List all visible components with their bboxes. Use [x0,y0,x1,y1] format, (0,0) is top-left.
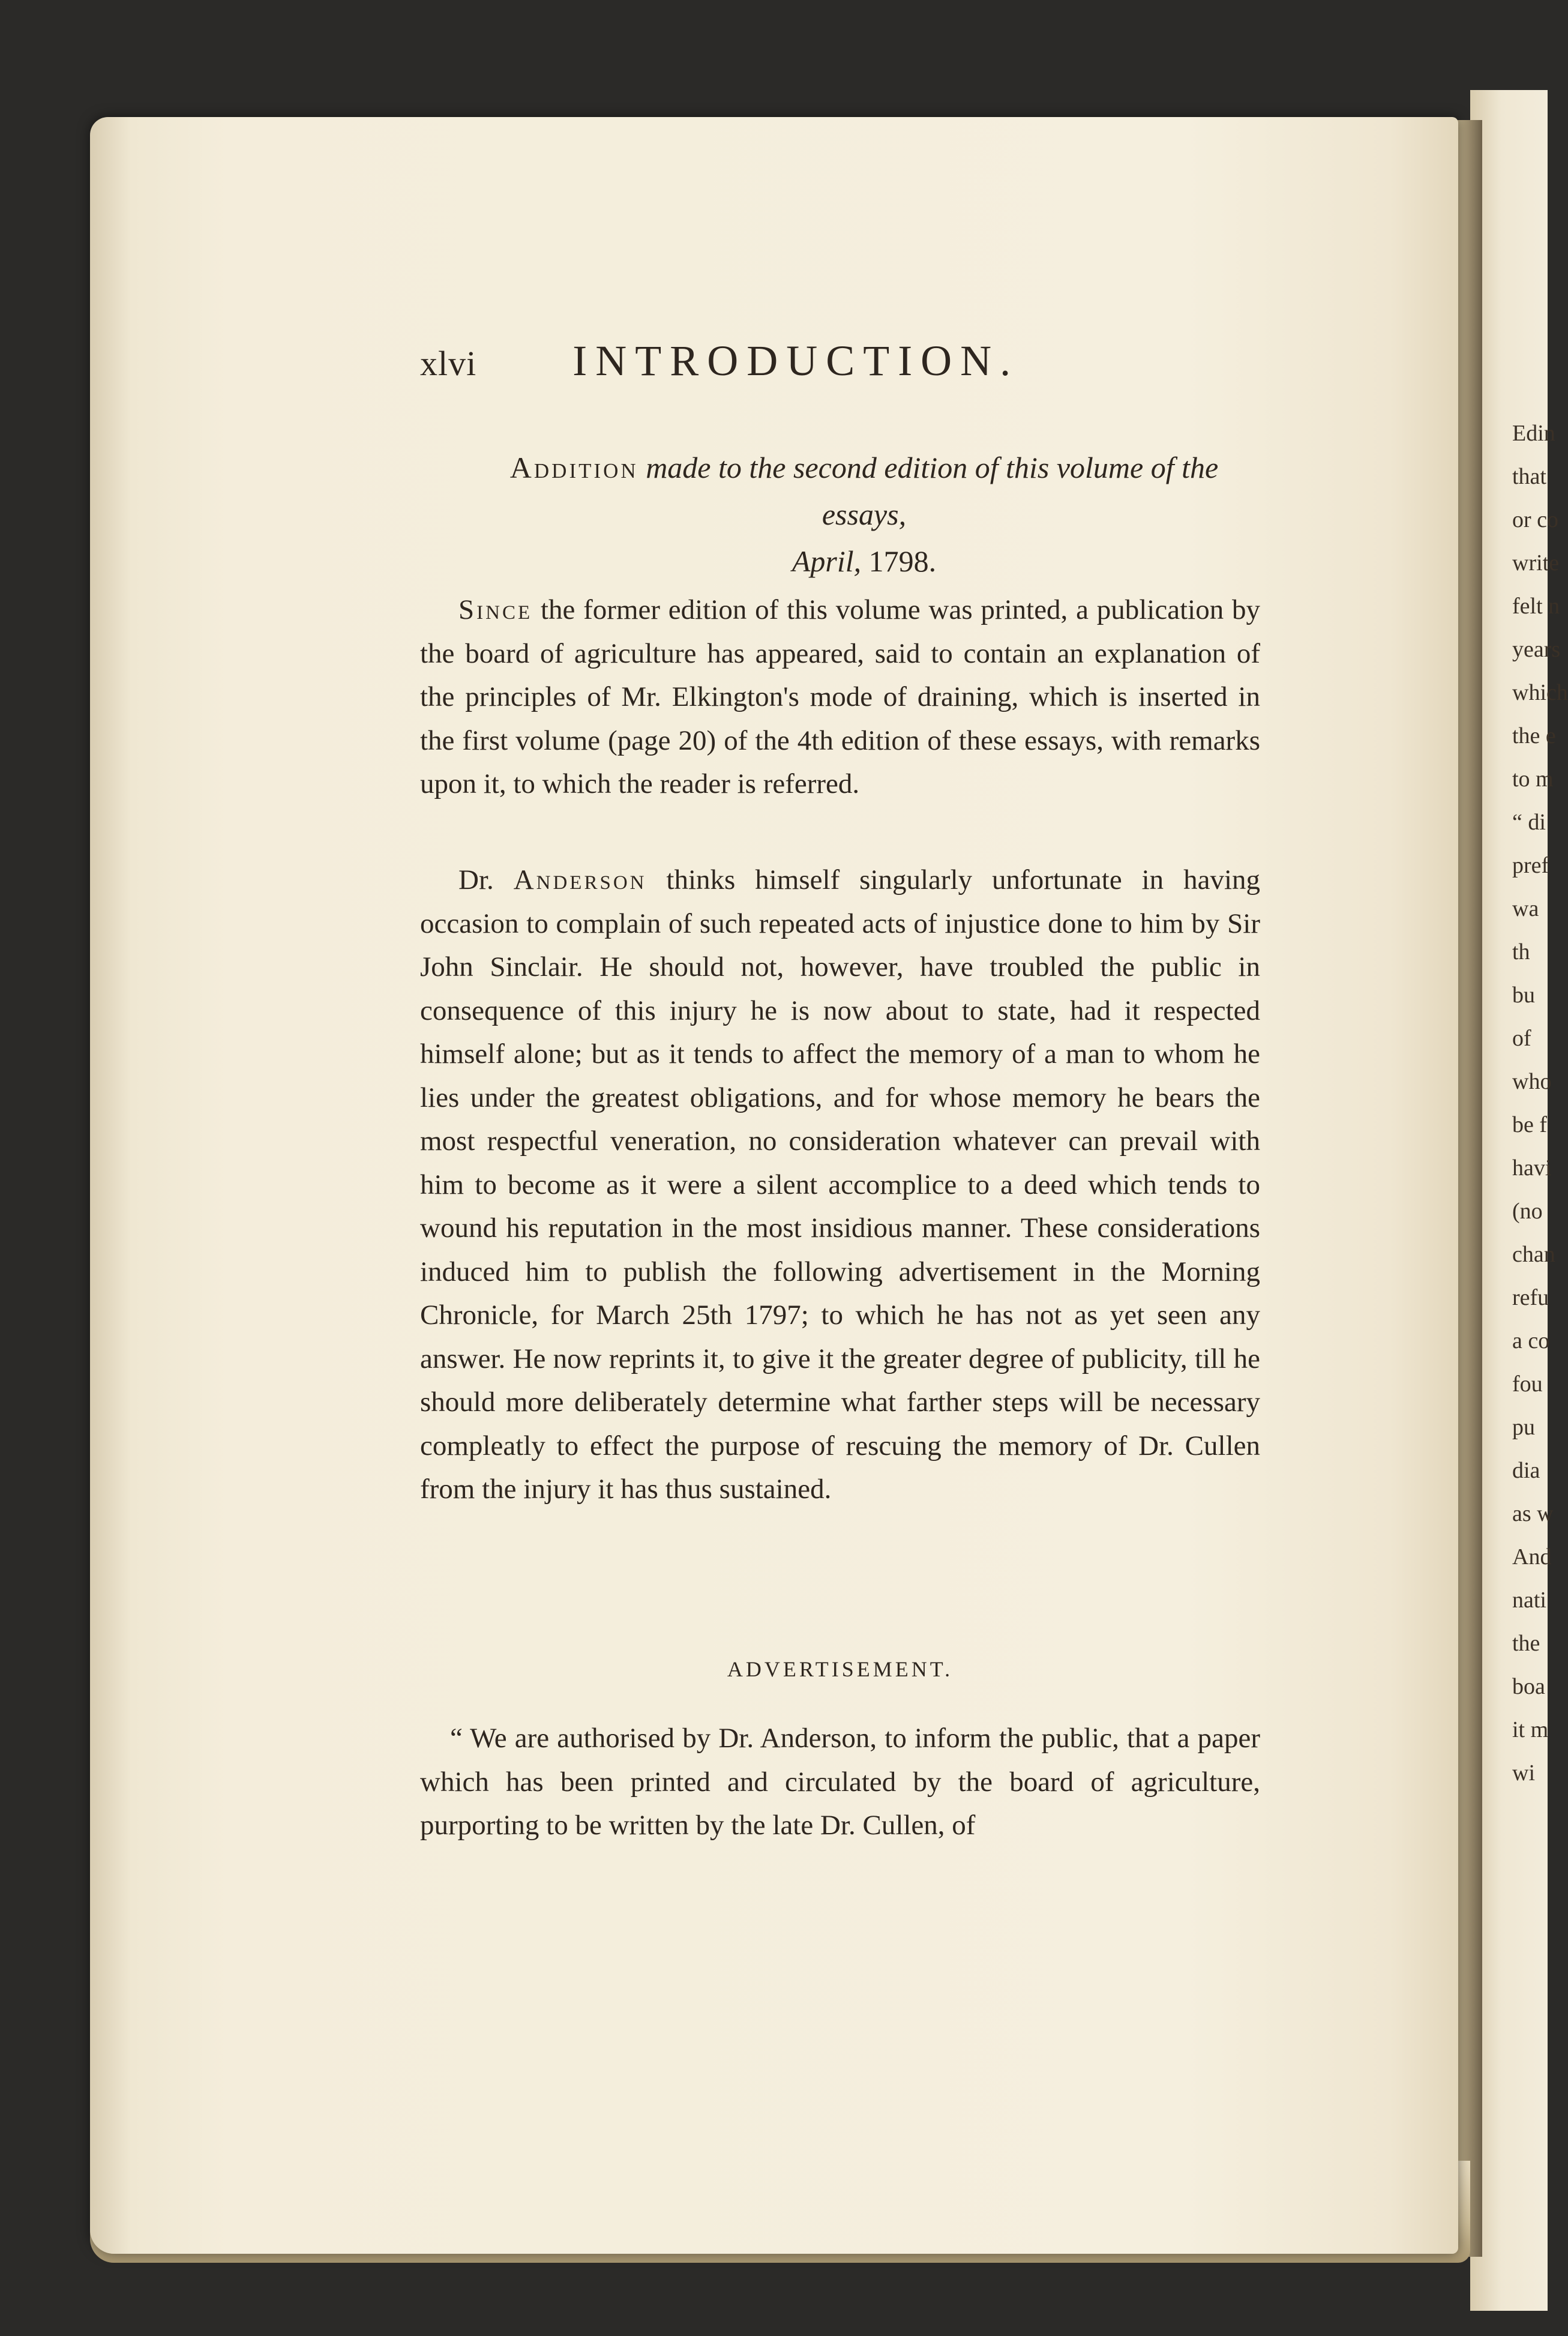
facing-page-line: refu [1512,1285,1549,1310]
facing-page-line: bu [1512,983,1535,1008]
facing-page-line: boa [1512,1674,1545,1699]
facing-page-line: fou [1512,1371,1543,1397]
facing-page-line: as w [1512,1501,1554,1526]
facing-page-line: (no [1512,1199,1543,1224]
facing-page-line: which [1512,680,1568,705]
paragraph-2-lead: Anderson [513,864,647,896]
facing-page-line: pref [1512,853,1549,878]
paragraph-2-lead-pre: Dr. [458,864,494,896]
facing-page-line: havi [1512,1155,1552,1181]
page-number: xlvi [420,344,477,383]
facing-page-line: or co [1512,507,1559,532]
facing-page-line: wi [1512,1760,1535,1786]
facing-page-line: the [1512,1631,1540,1656]
facing-page-line: to m [1512,766,1554,792]
facing-page-line: wa [1512,896,1539,921]
paragraph-2 [420,858,1260,1511]
facing-page-line: be f [1512,1112,1548,1137]
advertisement-heading: ADVERTISEMENT. [727,1657,954,1681]
advertisement-text: “ We are authorised by Dr. Anderson, to inform the public, that a paper which has been printed and circulated by the board of agriculture, purporting to be written by the late Dr. Cullen, of [420,1723,1260,1841]
facing-page-line: felt n [1512,594,1560,619]
facing-page-line: th [1512,939,1530,965]
facing-page-line: dia [1512,1458,1540,1483]
facing-page-line: chan [1512,1242,1555,1267]
paragraph-2-text: thinks himself singularly unfortunate in having occasion to complain of such repeated acts of injustice done to him by Sir John Sinclair. He should not, however, have troubled the public in consequence of this injury he is now about to state, had it respected himself alone; but as it tends to affect the memory of a man to whom he lies under the greatest obligations, and for whose memory he bears the most respectful veneration, no consideration whatever can prevail with him to become as it were a silent accomplice to a deed which tends to wound his reputation in the most insidious manner. These considerations induced him to publish the following advertisement in the Morning Chronicle, for March 25th 1797; to which he has not as yet seen any answer. He now reprints it, to give it the greater degree of publicity, till he should more deliberately determine what farther steps will be necessary compleatly to effect the purpose of rescuing the memory of Dr. Cullen from the injury it has thus sustained. [420,864,1261,1505]
paragraph-1-lead: Since [458,594,533,625]
facing-page-line: And [1512,1544,1552,1570]
facing-page-line: pu [1512,1415,1535,1440]
addition-heading [468,444,1260,585]
facing-page-line: a co [1512,1328,1550,1353]
addition-year: 1798. [868,544,937,578]
addition-italic: made to the second edition of this volume of the essays, [646,451,1219,531]
facing-page-line: of [1512,1026,1531,1051]
page-header [420,336,1260,386]
paragraph-1 [420,588,1260,806]
facing-page-line: the e [1512,723,1556,748]
facing-page-line: “ di [1512,810,1546,835]
facing-page-line: it m [1512,1717,1549,1742]
facing-page-line: that [1512,464,1546,489]
facing-page-line: years [1512,637,1561,662]
running-title: INTRODUCTION. [572,337,1020,385]
facing-page-line: who [1512,1069,1552,1094]
facing-page-line: nati [1512,1588,1546,1613]
facing-page-line: write [1512,550,1560,576]
addition-lead: Addition [509,451,638,484]
addition-date: April, [792,544,862,578]
facing-page-line: Edin [1512,421,1555,446]
paragraph-1-text: the former edition of this volume was printed, a publication by the board of agriculture has appeared, said to contain an explanation of the principles of Mr. Elkington's mode of draining, which is inserted in the first volume (page 20) of the 4th edition of these essays, with remarks upon it, to which the reader is referred. [420,594,1260,799]
